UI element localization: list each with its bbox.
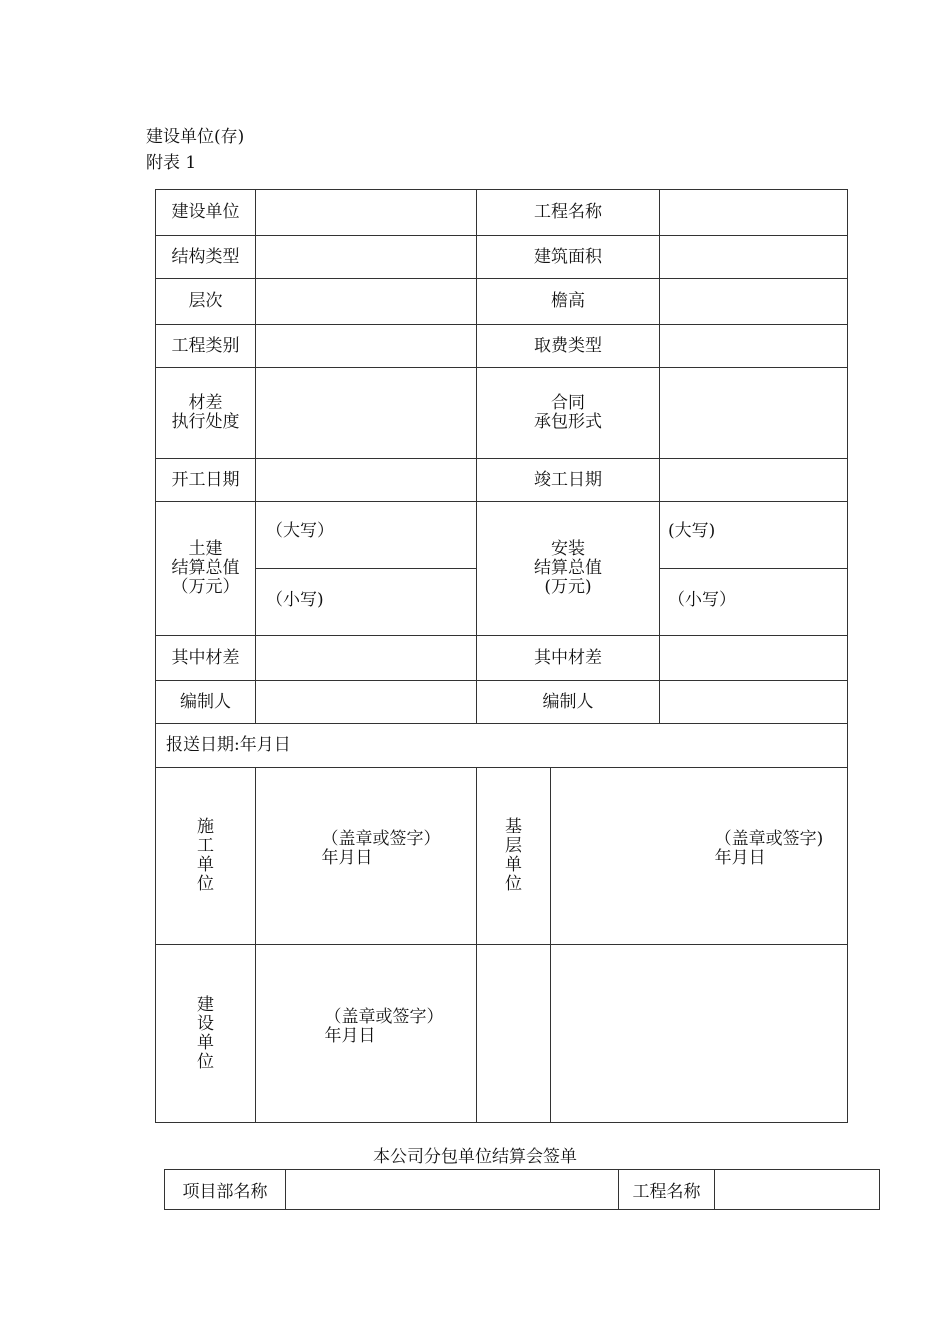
- header-line-2: 附表 1: [146, 153, 197, 173]
- label-fee-type: 取费类型: [477, 325, 660, 368]
- contract-line-1: 合同: [551, 393, 585, 413]
- construction-sig-label: （盖章或签字）: [321, 829, 441, 849]
- field-base-signature[interactable]: [551, 768, 848, 945]
- label-material-diff-execution: [156, 368, 256, 459]
- label-civil-settlement: [156, 502, 256, 636]
- construction-char-2: 工: [197, 836, 214, 856]
- label-eave-height: 檐高: [477, 279, 660, 325]
- install-line-2: 结算总值: [534, 558, 602, 578]
- civil-line-3: （万元）: [171, 577, 240, 597]
- field-project-name[interactable]: [660, 190, 848, 236]
- header-line-1: 建设单位(存): [146, 127, 245, 147]
- field-completion-date[interactable]: [660, 459, 848, 502]
- label-construction-unit: [156, 768, 256, 945]
- empty-cell-right[interactable]: [551, 945, 848, 1123]
- field-build-signature[interactable]: [256, 945, 477, 1123]
- material-diff-line-1: 材差: [188, 393, 223, 413]
- material-diff-line-2: 执行处度: [171, 412, 240, 432]
- construction-char-3: 单: [197, 855, 214, 875]
- field-sub-project-name[interactable]: [715, 1170, 880, 1210]
- label-project-name: 工程名称: [477, 190, 660, 236]
- build-char-1: 建: [197, 994, 214, 1015]
- build-char-4: 位: [197, 1051, 214, 1072]
- submit-date-row[interactable]: 报送日期:年月日: [156, 724, 848, 768]
- field-start-date[interactable]: [256, 459, 477, 502]
- field-install-lower[interactable]: [660, 569, 848, 636]
- label-contract-form: [477, 368, 660, 459]
- label-build-unit-signature: [156, 945, 256, 1123]
- label-install-settlement: [477, 502, 660, 636]
- base-char-2: 层: [505, 836, 522, 856]
- label-structure-type: 结构类型: [156, 236, 256, 279]
- contract-line-2: 承包形式: [534, 412, 602, 432]
- label-material-diff-right: 其中材差: [477, 636, 660, 681]
- construction-char-1: 施: [197, 817, 214, 837]
- label-building-area: 建筑面积: [477, 236, 660, 279]
- field-compiler-right[interactable]: [660, 681, 848, 724]
- label-material-diff-left: 其中材差: [156, 636, 256, 681]
- field-structure-type[interactable]: [256, 236, 477, 279]
- install-lower-label: （小写）: [668, 590, 736, 610]
- field-project-category[interactable]: [256, 325, 477, 368]
- build-date-label: 年月日: [324, 1025, 376, 1046]
- field-fee-type[interactable]: [660, 325, 848, 368]
- subcontract-table: [164, 1169, 880, 1210]
- field-construction-signature[interactable]: [256, 768, 477, 945]
- civil-line-1: 土建: [188, 539, 223, 559]
- construction-char-4: 位: [197, 874, 214, 894]
- label-build-unit: 建设单位: [156, 190, 256, 236]
- base-char-1: 基: [505, 817, 522, 837]
- build-char-2: 设: [197, 1013, 214, 1034]
- label-compiler-right: 编制人: [477, 681, 660, 724]
- field-contract-form[interactable]: [660, 368, 848, 459]
- field-build-unit[interactable]: [256, 190, 477, 236]
- field-material-diff-execution[interactable]: [256, 368, 477, 459]
- empty-cell-left: [477, 945, 551, 1123]
- label-sub-project-name: 工程名称: [619, 1170, 715, 1210]
- label-base-unit: [477, 768, 551, 945]
- sub-caption-text: 本公司分包单位结算会签单: [373, 1147, 577, 1167]
- field-compiler-left[interactable]: [256, 681, 477, 724]
- field-civil-lower[interactable]: [256, 569, 477, 636]
- sub-caption: [0, 1146, 950, 1168]
- base-char-3: 单: [505, 855, 522, 875]
- install-line-3: (万元): [544, 577, 592, 597]
- base-char-4: 位: [505, 874, 522, 894]
- base-date-label: 年月日: [714, 848, 766, 868]
- field-civil-upper[interactable]: [256, 502, 477, 569]
- label-compiler-left: 编制人: [156, 681, 256, 724]
- field-material-diff-right[interactable]: [660, 636, 848, 681]
- construction-date-label: 年月日: [321, 848, 373, 868]
- settlement-form-table: [155, 189, 848, 1123]
- field-material-diff-left[interactable]: [256, 636, 477, 681]
- field-install-upper[interactable]: [660, 502, 848, 569]
- label-project-category: 工程类别: [156, 325, 256, 368]
- install-upper-label: (大写): [668, 521, 716, 541]
- label-start-date: 开工日期: [156, 459, 256, 502]
- label-completion-date: 竣工日期: [477, 459, 660, 502]
- field-floors[interactable]: [256, 279, 477, 325]
- field-building-area[interactable]: [660, 236, 848, 279]
- build-char-3: 单: [197, 1032, 214, 1053]
- civil-line-2: 结算总值: [171, 558, 240, 578]
- field-eave-height[interactable]: [660, 279, 848, 325]
- build-sig-label: （盖章或签字）: [324, 1006, 444, 1027]
- base-sig-label: （盖章或签字): [714, 829, 824, 849]
- label-dept-name: 项目部名称: [165, 1170, 286, 1210]
- label-floors: 层次: [156, 279, 256, 325]
- civil-lower-label: （小写): [266, 590, 324, 610]
- civil-upper-label: （大写）: [266, 521, 334, 541]
- install-line-1: 安装: [551, 539, 585, 559]
- field-dept-name[interactable]: [286, 1170, 619, 1210]
